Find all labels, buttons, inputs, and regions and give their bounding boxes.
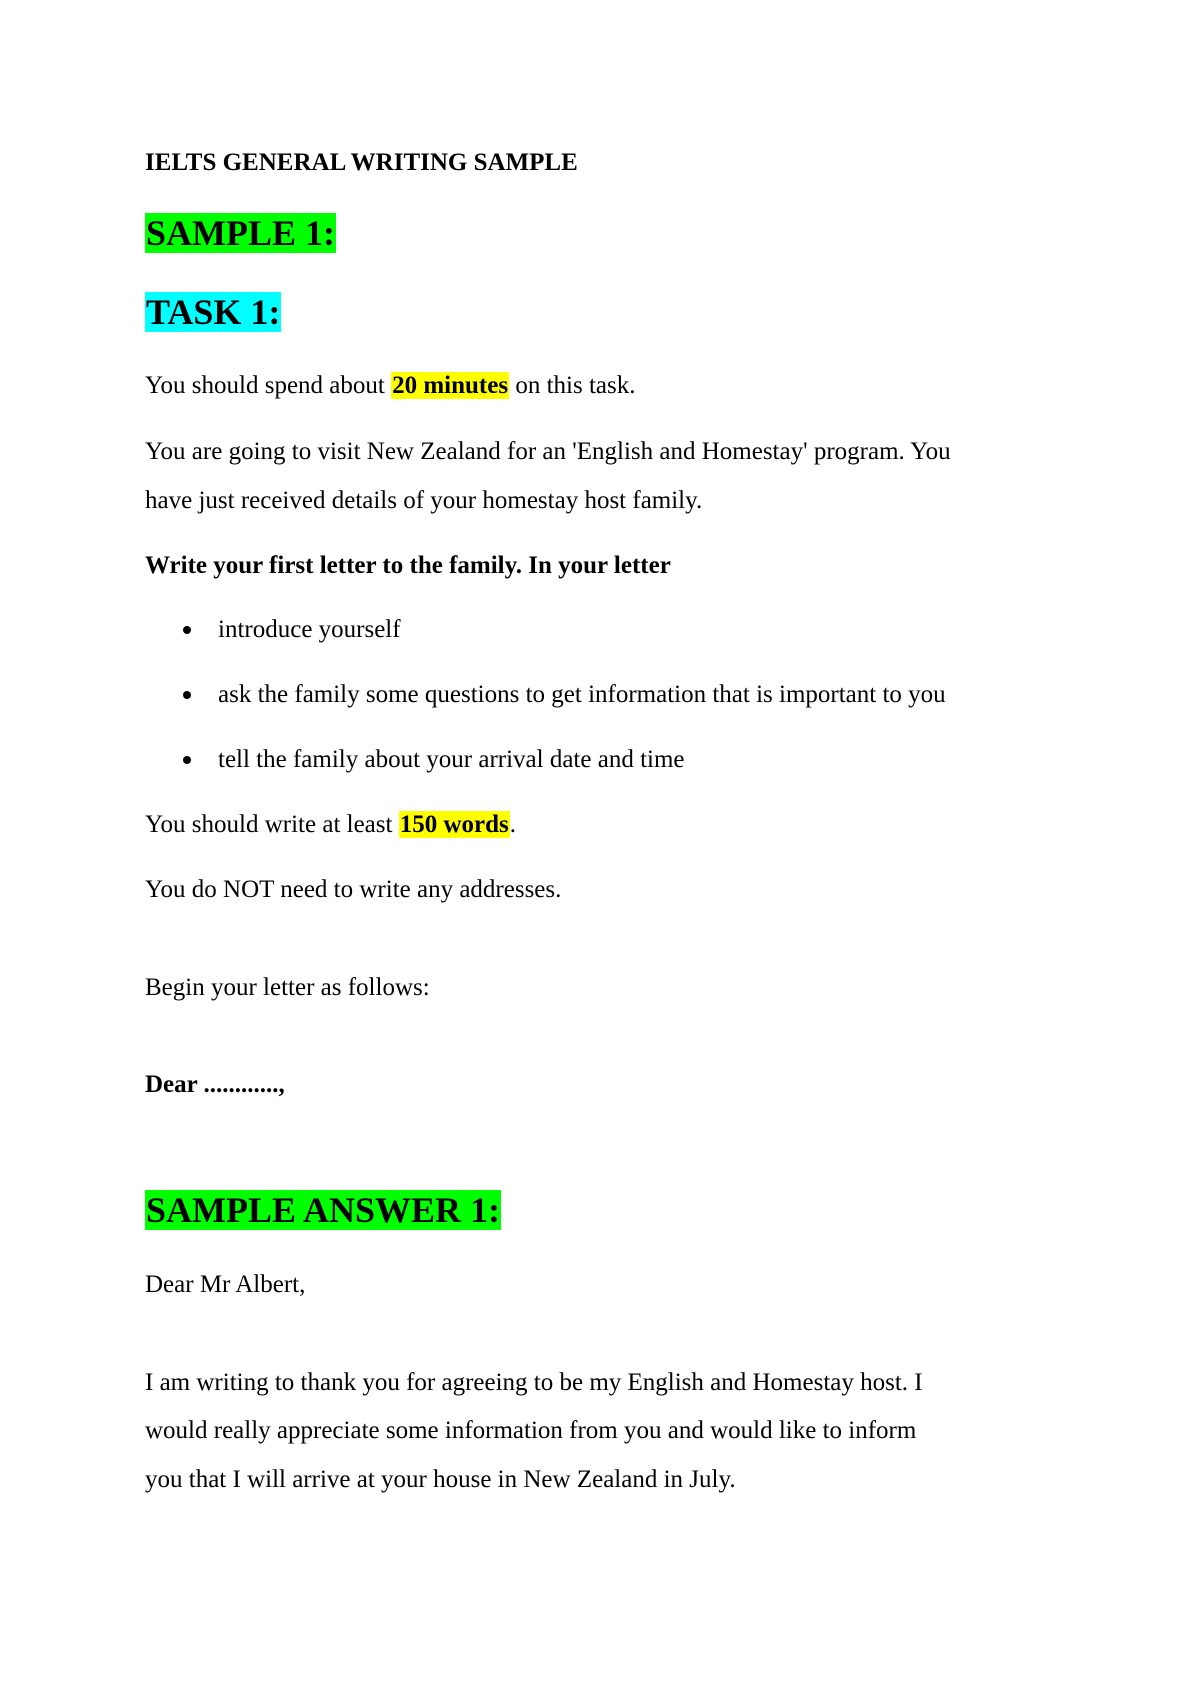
letter-instruction: Write your first letter to the family. In your letter bbox=[145, 552, 671, 579]
intro-line-2: have just received details of your homestay host family. bbox=[145, 487, 703, 514]
answer-heading bbox=[145, 1188, 501, 1232]
word-count-highlight: 150 words bbox=[399, 811, 509, 838]
salutation-prompt: Dear ............, bbox=[145, 1071, 285, 1098]
word-count-after: . bbox=[509, 811, 516, 838]
bullet-icon bbox=[183, 691, 191, 699]
bullet-icon bbox=[183, 626, 191, 634]
time-instruction bbox=[145, 371, 635, 401]
task-heading bbox=[145, 290, 281, 334]
sample-heading-text: SAMPLE 1: bbox=[146, 213, 335, 253]
time-instruction-after: on this task. bbox=[509, 372, 636, 399]
answer-line-2: would really appreciate some information from you and would like to inform bbox=[145, 1417, 917, 1444]
task-heading-text: TASK 1: bbox=[146, 292, 281, 332]
word-count-before: You should write at least bbox=[145, 811, 399, 838]
time-instruction-before: You should spend about bbox=[145, 372, 392, 399]
list-item-text: introduce yourself bbox=[218, 616, 401, 643]
answer-heading-text: SAMPLE ANSWER 1: bbox=[146, 1190, 501, 1230]
address-note: You do NOT need to write any addresses. bbox=[145, 876, 562, 903]
list-item-text: ask the family some questions to get information that is important to you bbox=[218, 681, 946, 708]
document-title: IELTS GENERAL WRITING SAMPLE bbox=[145, 149, 578, 176]
word-count-instruction bbox=[145, 810, 516, 840]
answer-greeting: Dear Mr Albert, bbox=[145, 1271, 306, 1298]
time-highlight: 20 minutes bbox=[392, 372, 509, 399]
answer-line-3: you that I will arrive at your house in New Zealand in July. bbox=[145, 1466, 736, 1493]
bullet-icon bbox=[183, 756, 191, 764]
sample-heading bbox=[145, 211, 336, 255]
intro-line-1: You are going to visit New Zealand for an 'English and Homestay' program. You bbox=[145, 438, 951, 465]
begin-note: Begin your letter as follows: bbox=[145, 974, 430, 1001]
answer-line-1: I am writing to thank you for agreeing to be my English and Homestay host. I bbox=[145, 1369, 923, 1396]
list-item-text: tell the family about your arrival date and time bbox=[218, 746, 685, 773]
